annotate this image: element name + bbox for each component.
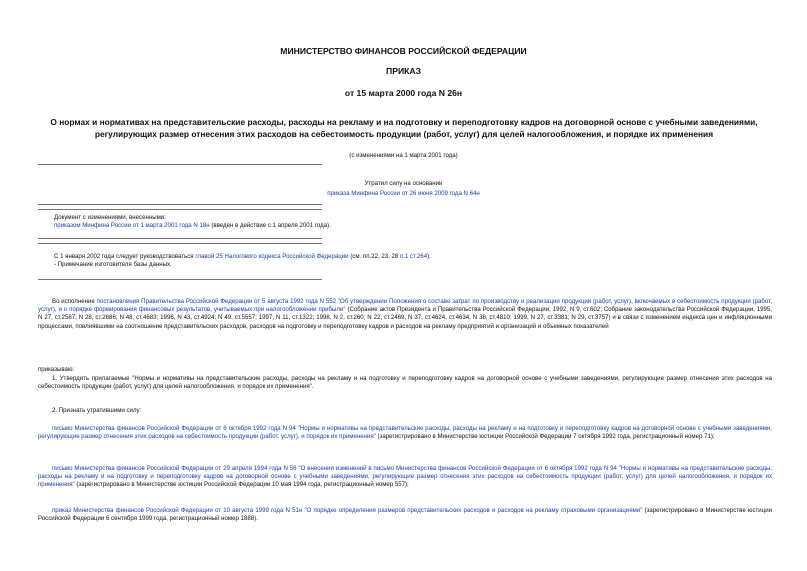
- repealed-link-1[interactable]: письмо Министерства финансов Российской Федерации от 6 октября 1992 года N 94 "Нормы и нормативы на представительские расходы, расходы на рекламу и на подготовку и переподготовку кадров на договорной основе с учебными заведениями, регулирующие размер отнесения этих расходов на себестоимость продукции (работ, услуг), и порядок их применения": [38, 425, 772, 441]
- divider: [38, 209, 322, 210]
- preamble-start: Во исполнение: [52, 298, 97, 305]
- changes-link[interactable]: приказом Минфина России от 1 марта 2001 года N 18н: [54, 222, 210, 230]
- divider: [38, 279, 322, 280]
- note-box: [38, 253, 772, 269]
- changes-box: [38, 214, 772, 230]
- divider: [38, 243, 322, 244]
- preamble-paragraph: [38, 298, 772, 331]
- changes-intro: Документ с изменениями, внесенными:: [54, 214, 166, 221]
- changes-line: [38, 222, 772, 230]
- amendments-note: (с изменениями на 1 марта 2001 года): [349, 152, 458, 159]
- editor-note: - Примечание изготовителя базы данных.: [54, 261, 172, 269]
- divider: [38, 238, 322, 239]
- note-prefix: С 1 января 2002 года следует руководствоваться: [54, 253, 196, 260]
- void-notice-text: Утратил силу на основании: [364, 180, 443, 187]
- divider: [38, 164, 322, 165]
- repealed-link-3[interactable]: приказ Министерства финансов Российской Федерации от 10 августа 1999 года N 51н "О порядке определения размеров представительских расходов и расходов на рекламу страховыми организациями": [52, 507, 643, 514]
- repealed-rest-1: (зарегистрировано в Министерстве юстиции Российской Федерации 7 октября 1992 года, регистрационный номер 71);: [375, 433, 715, 441]
- government-decree-link[interactable]: постановления Правительства Российской Федерации от 5 августа 1992 года N 552 "Об утверждении Положения о составе затрат по производству и реализации продукции (работ, услуг), включаемых в себестоимость продукции (работ, услуг), и о порядке формирования финансовых результатов, учитываемых при налогообложении прибыли": [38, 298, 772, 314]
- repealed-rest-3: (зарегистрировано в Министерстве юстиции Российской Федерации 6 сентября 1999 года, регистрационный номер 1888).: [38, 507, 772, 523]
- repealed-item-1: [38, 425, 772, 441]
- item-2: 2. Признать утратившими силу:: [52, 407, 142, 414]
- note-line: [38, 253, 772, 261]
- repealed-item-2: [38, 465, 772, 490]
- ministry-heading: МИНИСТЕРСТВО ФИНАНСОВ РОССИЙСКОЙ ФЕДЕРАЦИИ: [280, 46, 527, 56]
- order-word: приказываю:: [38, 366, 75, 373]
- item-1: 1. Утвердить прилагаемые "Нормы и нормативы на представительские расходы, расходы на рекламу и на подготовку и переподготовку кадров на договорной основе с учебными заведениями, регулирующие размер отнесения этих расходов на себестоимость продукции (работ, услуг) для целей налогообложения, и порядок их применения".: [38, 375, 772, 391]
- note-end: ).: [427, 253, 431, 260]
- article-link[interactable]: п.1 ст.264: [399, 253, 428, 260]
- divider: [38, 204, 322, 205]
- repealed-rest-2: (зарегистрировано в Министерстве юстиции Российской Федерации 10 мая 1994 года, регистрационный номер 557);: [74, 481, 409, 489]
- note-middle: (см. пп.22, 23, 28: [348, 253, 400, 260]
- doc-type-heading: ПРИКАЗ: [386, 66, 421, 76]
- repealed-item-3: [38, 507, 772, 523]
- preamble-rest: (Собрание актов Президента и Правительства Российской Федерации, 1992, N 9, ст.602; Собрание законодательства Российской Федерации, 1995, N 27, ст.2587; N 28, ст.2686; N 48, ст.4683; 1996, N 43, ст.4924; N 49, ст.5557; 1997, N 11, ст.1322; 1998, N 2, ст.260; N 22, ст.2469, N 37, ст.4624, ст.4634, N 38, ст.4810; 1999, N 27, ст.3381; N 29, ст.3757) и в связи с изменением индекса цен и инфляционными процессами, повлиявшими на соотношение представительских расходов, расходов на подготовку и переподготовку кадров и расходов на рекламу предприятий и организаций и объемных показателей: [38, 306, 772, 330]
- date-number-heading: от 15 марта 2000 года N 26н: [344, 88, 463, 98]
- changes-suffix: (введен в действие с 1 апреля 2001 года).: [209, 222, 331, 230]
- void-notice-link[interactable]: приказа Минфина России от 26 июня 2009 года N 64н: [327, 190, 480, 197]
- repealed-link-2[interactable]: письмо Министерства финансов Российской Федерации от 29 апреля 1994 года N 56 "О внесении изменений в письмо Министерства финансов Российской Федерации от 6 октября 1992 года N 94 "Нормы и нормативы на представительские расходы, расходы на рекламу и на подготовку и переподготовку кадров на договорной основе с учебными заведениями, регулирующие размер отнесения этих расходов на себестоимость продукции (работ, услуг) для целей налогообложения, и порядок их применения": [38, 465, 772, 489]
- tax-code-link[interactable]: главой 25 Налогового кодекса Российской Федерации: [195, 253, 349, 260]
- document-title: О нормах и нормативах на представительские расходы, расходы на рекламу и на подготовку и переподготовку кадров на договорной основе с учебными заведениями, регулирующих размер отнесения этих расходов на себестоимость продукции (работ, услуг) для целей налогообложения, и порядке их применения: [50, 117, 758, 139]
